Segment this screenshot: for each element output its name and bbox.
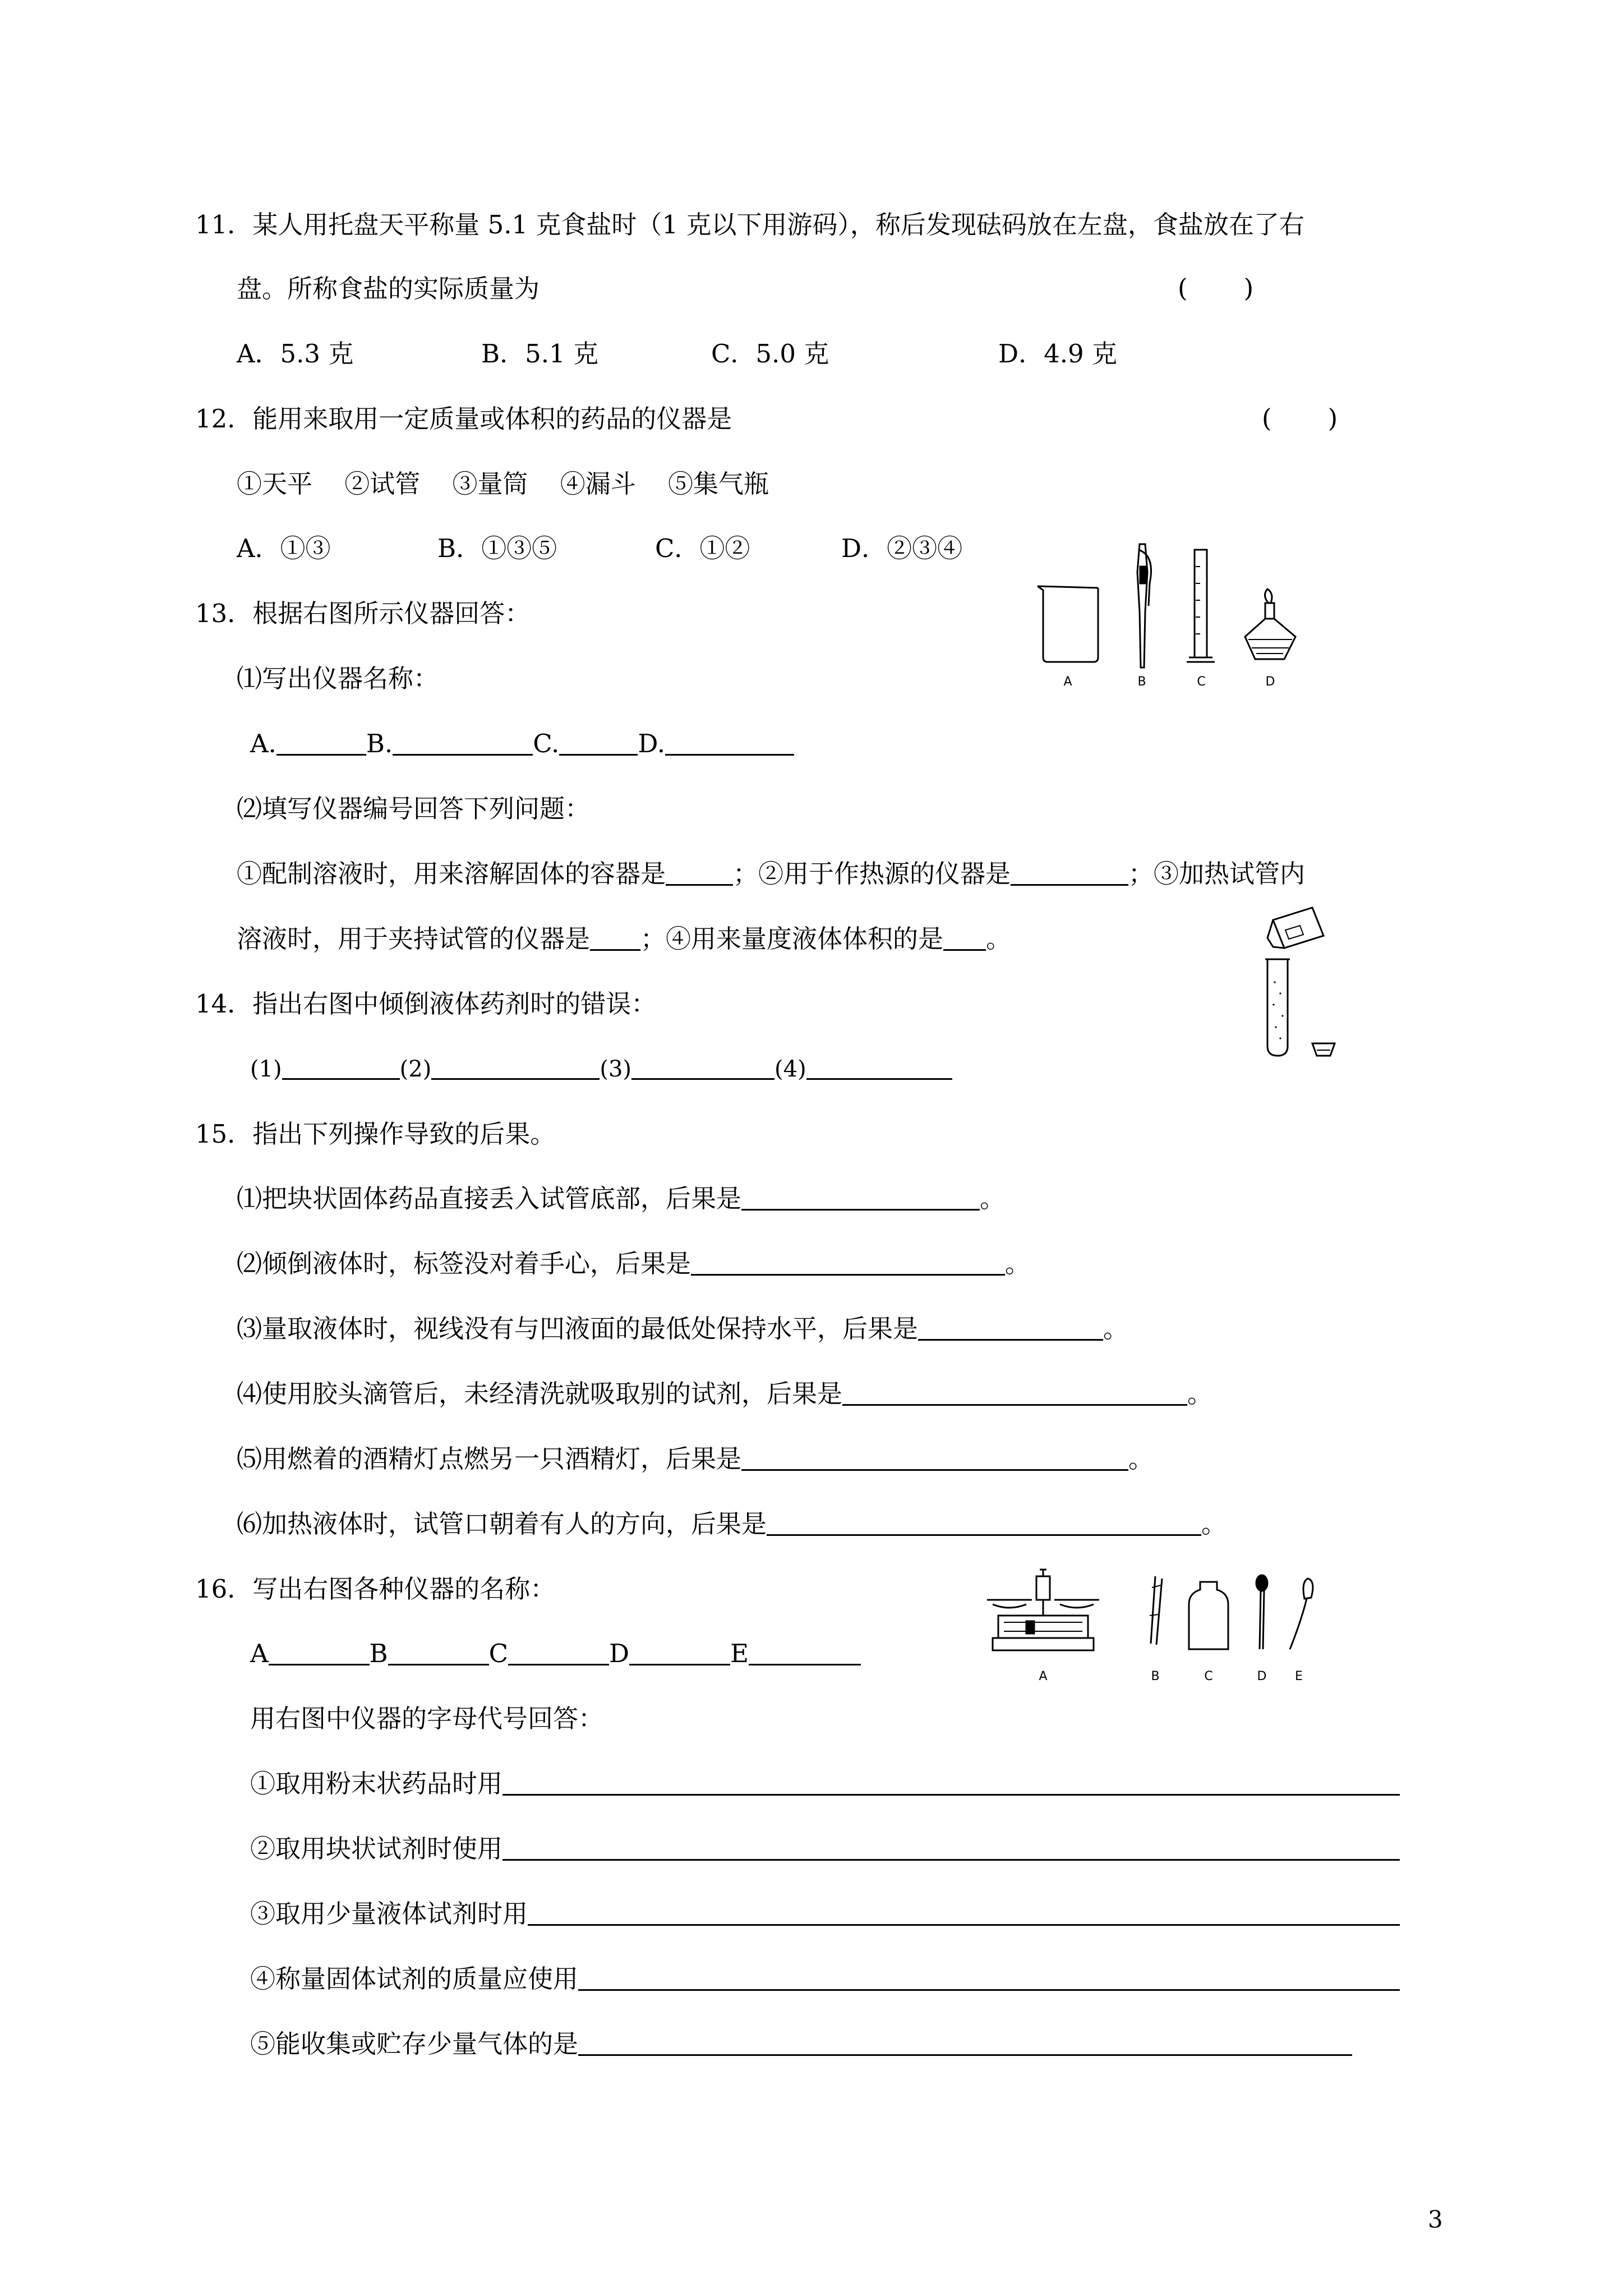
q14-blanks xyxy=(250,1053,952,1085)
q13-label-d: D. xyxy=(638,729,666,758)
q13-blank-holder[interactable] xyxy=(590,927,640,951)
q11-line1: 11．某人用托盘天平称量 5.1 克食盐时（1 克以下用游码），称后发现砝码放在左盘，食盐放在了右 xyxy=(195,210,1304,240)
q13-part1: ⑴写出仪器名称： xyxy=(237,664,439,693)
q13-instruments-figure xyxy=(1021,533,1324,696)
q11-line2: 盘。所称食盐的实际质量为 xyxy=(237,274,540,303)
q14-blank-3[interactable] xyxy=(631,1056,774,1080)
q16-stem: 16．写出右图各种仪器的名称： xyxy=(195,1574,556,1604)
q12-items xyxy=(237,468,769,500)
q16-sub: 用右图中仪器的字母代号回答： xyxy=(250,1704,604,1733)
q15-item-1-end: 。 xyxy=(980,1184,1006,1213)
q15-item-3-end: 。 xyxy=(1103,1314,1129,1343)
q12-option-d: D．②③④ xyxy=(841,533,963,563)
q13-blank-measure[interactable] xyxy=(943,927,986,951)
spatula-icon xyxy=(1290,1579,1313,1649)
q16-item-4 xyxy=(250,1963,1400,1995)
q13-q-e: ；④用来量度液体体积的是 xyxy=(640,924,944,954)
q13-q-f: 。 xyxy=(986,924,1012,954)
q13-fig-label-a: A xyxy=(1063,675,1072,689)
q16-item-3 xyxy=(250,1898,1400,1930)
q13-question-line2 xyxy=(237,923,1011,955)
q11-option-c: C．5.0 克 xyxy=(711,339,829,369)
q16-fig-label-b: B xyxy=(1151,1669,1160,1683)
q16-label-d: D xyxy=(609,1639,630,1668)
q13-blank-b[interactable] xyxy=(393,731,533,756)
q14-stem: 14．指出右图中倾倒液体药剂时的错误： xyxy=(195,989,657,1019)
q15-item-4 xyxy=(237,1378,1212,1410)
q13-blank-c[interactable] xyxy=(559,731,638,756)
q16-blank-item-3[interactable] xyxy=(528,1902,1400,1926)
q14-blank-4[interactable] xyxy=(806,1056,952,1080)
q14-label-3: (3) xyxy=(600,1056,632,1082)
q16-blank-item-5[interactable] xyxy=(578,2032,1352,2056)
q16-blank-item-2[interactable] xyxy=(502,1837,1400,1861)
q13-question-line1 xyxy=(237,858,1305,890)
q13-blank-a[interactable] xyxy=(276,731,366,756)
q15-item-2 xyxy=(237,1248,1030,1280)
q16-item-5-text: ⑤能收集或贮存少量气体的是 xyxy=(250,2029,579,2059)
q16-item-4-text: ④称量固体试剂的质量应使用 xyxy=(250,1964,579,1994)
q11-option-a: A．5.3 克 xyxy=(237,339,354,369)
q15-item-4-end: 。 xyxy=(1187,1379,1213,1409)
q14-blank-1[interactable] xyxy=(282,1056,400,1080)
q12-item-1: ①天平 xyxy=(237,469,313,499)
q13-label-a: A. xyxy=(250,729,276,758)
q16-blank-d[interactable] xyxy=(629,1641,730,1665)
q16-name-blanks xyxy=(250,1638,861,1669)
balance-scale-icon xyxy=(987,1570,1099,1650)
q15-item-2-end: 。 xyxy=(1005,1249,1031,1278)
q13-q-c: ；③加热试管内 xyxy=(1128,859,1306,889)
q14-label-2: (2) xyxy=(399,1056,432,1082)
q13-blank-container[interactable] xyxy=(666,862,733,886)
q16-label-c: C xyxy=(488,1639,509,1668)
gas-jar-icon xyxy=(1189,1582,1228,1649)
q16-fig-label-e: E xyxy=(1295,1669,1303,1683)
q15-item-1 xyxy=(237,1183,1005,1214)
q16-blank-b[interactable] xyxy=(388,1641,489,1665)
q14-label-1: (1) xyxy=(250,1056,282,1082)
bottle-stopper-icon xyxy=(1312,1043,1335,1056)
q15-blank-6[interactable] xyxy=(767,1512,1201,1536)
q13-q-a: ①配制溶液时，用来溶解固体的容器是 xyxy=(237,859,666,889)
page-number: 3 xyxy=(1428,2206,1443,2233)
q16-blank-c[interactable] xyxy=(508,1641,609,1665)
q12-option-b: B．①③⑤ xyxy=(437,533,557,563)
q14-pouring-figure xyxy=(1251,903,1352,1060)
q13-label-b: B. xyxy=(366,729,393,758)
q12-item-3: ③量筒 xyxy=(452,469,528,499)
q15-item-2-text: ⑵倾倒液体时，标签没对着手心，后果是 xyxy=(237,1249,691,1278)
q12-answer-paren: ( ) xyxy=(1262,403,1338,433)
q16-item-1 xyxy=(250,1768,1400,1800)
q16-fig-label-c: C xyxy=(1204,1669,1213,1683)
q15-stem: 15．指出下列操作导致的后果。 xyxy=(195,1119,556,1149)
q15-item-3-text: ⑶量取液体时，视线没有与凹液面的最低处保持水平，后果是 xyxy=(237,1314,919,1343)
q15-item-5 xyxy=(237,1443,1154,1475)
q12-option-a: A．①③ xyxy=(237,533,331,563)
beaker-icon xyxy=(1038,586,1098,662)
q16-item-2-text: ②取用块状试剂时使用 xyxy=(250,1834,503,1864)
q12-item-5: ⑤集气瓶 xyxy=(667,469,769,499)
q13-blank-heat-source[interactable] xyxy=(1011,862,1128,886)
q13-q-b: ；②用于作热源的仪器是 xyxy=(733,859,1011,889)
q13-stem: 13．根据右图所示仪器回答： xyxy=(195,599,531,628)
q11-option-b: B．5.1 克 xyxy=(481,339,598,369)
q15-item-6-end: 。 xyxy=(1201,1509,1227,1539)
q16-blank-item-4[interactable] xyxy=(578,1967,1400,1991)
q16-item-2 xyxy=(250,1833,1400,1865)
q15-blank-4[interactable] xyxy=(842,1382,1187,1406)
q13-fig-label-d: D xyxy=(1265,675,1275,689)
q11-answer-paren: ( ) xyxy=(1178,273,1254,303)
q15-blank-1[interactable] xyxy=(741,1186,980,1211)
q15-item-6 xyxy=(237,1508,1227,1540)
q16-label-a: A xyxy=(250,1639,269,1668)
q16-blank-item-1[interactable] xyxy=(502,1772,1400,1796)
q16-item-1-text: ①取用粉末状药品时用 xyxy=(250,1769,503,1798)
q13-label-c: C. xyxy=(533,729,560,758)
graduated-cylinder-icon xyxy=(1187,550,1215,662)
reagent-bottle-icon xyxy=(1267,908,1324,948)
q15-blank-5[interactable] xyxy=(741,1447,1128,1471)
q13-part2: ⑵填写仪器编号回答下列问题： xyxy=(237,794,591,823)
q15-item-3 xyxy=(237,1313,1128,1345)
q16-instruments-figure xyxy=(987,1565,1346,1688)
q12-item-2: ②试管 xyxy=(344,469,421,499)
q15-item-5-end: 。 xyxy=(1128,1444,1154,1474)
q12-option-c: C．①② xyxy=(655,533,750,563)
q16-label-b: B xyxy=(369,1639,388,1668)
q16-fig-label-a: A xyxy=(1039,1669,1048,1683)
dropper-icon xyxy=(1256,1575,1267,1649)
q16-item-5 xyxy=(250,2028,1352,2060)
q13-fig-label-c: C xyxy=(1197,675,1206,689)
q15-blank-2[interactable] xyxy=(691,1251,1005,1276)
q15-blank-3[interactable] xyxy=(918,1317,1103,1341)
q13-name-blanks xyxy=(250,728,794,760)
q16-item-3-text: ③取用少量液体试剂时用 xyxy=(250,1899,528,1929)
q15-item-1-text: ⑴把块状固体药品直接丢入试管底部，后果是 xyxy=(237,1184,742,1213)
test-tube-holder-icon xyxy=(1137,544,1151,668)
q14-label-4: (4) xyxy=(774,1056,806,1082)
q16-fig-label-d: D xyxy=(1257,1669,1267,1683)
test-tube-icon xyxy=(1265,959,1290,1056)
tweezers-icon xyxy=(1150,1576,1162,1645)
q15-item-6-text: ⑹加热液体时，试管口朝着有人的方向，后果是 xyxy=(237,1509,767,1539)
q15-item-5-text: ⑸用燃着的酒精灯点燃另一只酒精灯，后果是 xyxy=(237,1444,742,1474)
q13-fig-label-b: B xyxy=(1137,675,1146,689)
q14-blank-2[interactable] xyxy=(431,1056,600,1080)
q15-item-4-text: ⑷使用胶头滴管后，未经清洗就吸取别的试剂，后果是 xyxy=(237,1379,843,1409)
q12-stem: 12．能用来取用一定质量或体积的药品的仪器是 xyxy=(195,404,732,434)
q16-blank-a[interactable] xyxy=(269,1641,370,1665)
q16-label-e: E xyxy=(730,1639,749,1668)
q11-option-d: D．4.9 克 xyxy=(998,339,1117,369)
q13-q-d: 溶液时，用于夹持试管的仪器是 xyxy=(237,924,591,954)
q13-blank-d[interactable] xyxy=(665,731,794,756)
q16-blank-e[interactable] xyxy=(749,1641,861,1665)
alcohol-lamp-icon xyxy=(1245,589,1295,659)
q12-item-4: ④漏斗 xyxy=(560,469,636,499)
